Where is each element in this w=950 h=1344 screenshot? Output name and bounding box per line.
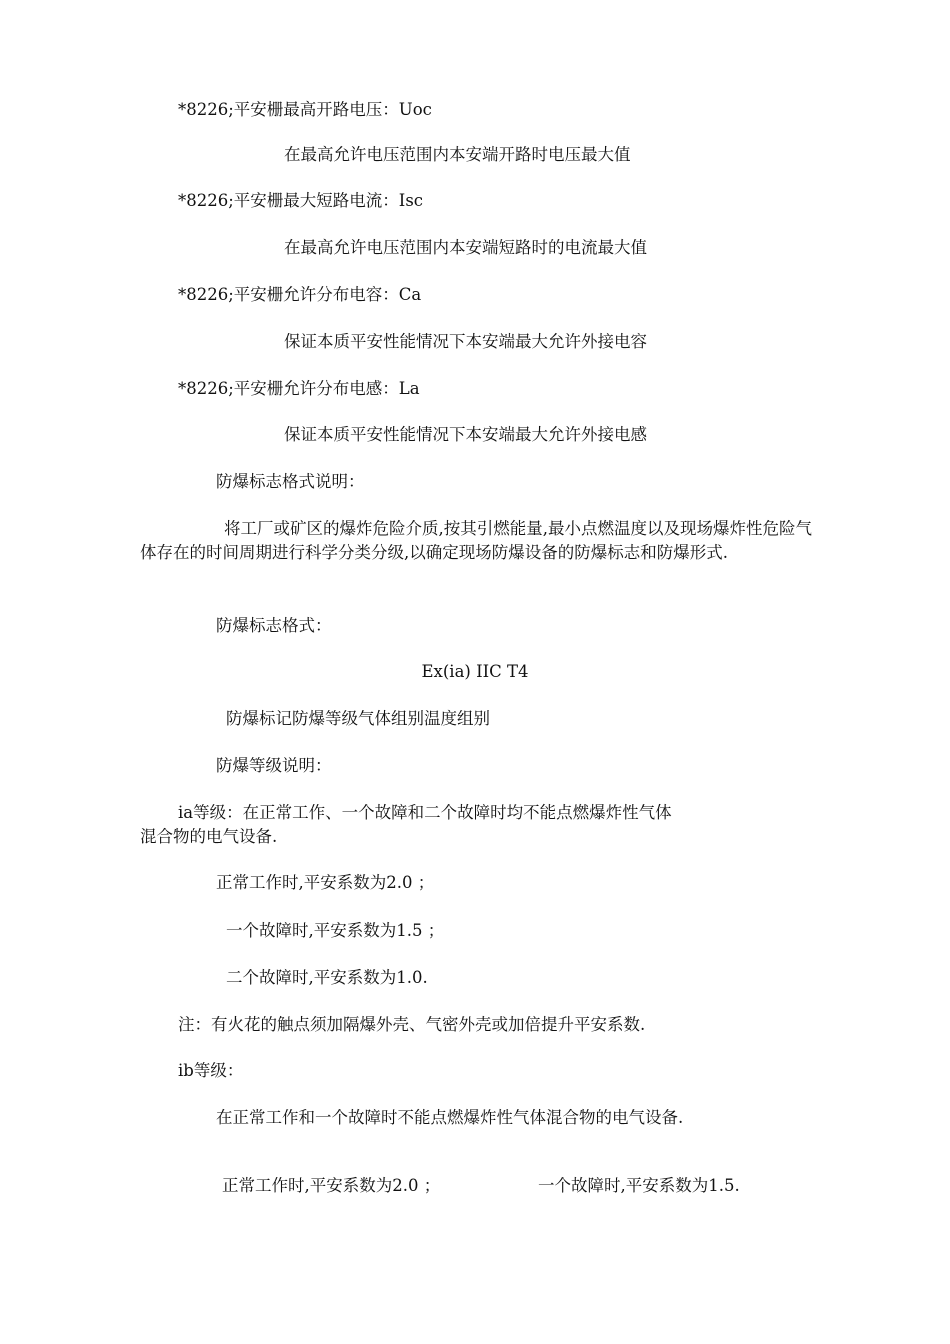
format-legend: 防爆标记防爆等级气体组别温度组别 <box>226 709 490 728</box>
ia-description-line1: ia等级：在正常工作、一个故障和二个故障时均不能点燃爆炸性气体 <box>178 803 672 822</box>
param-description-ca: 保证本质平安性能情况下本安端最大允许外接电容 <box>284 332 647 351</box>
ib-one-fault-factor: 一个故障时,平安系数为1.5. <box>538 1176 740 1195</box>
ib-normal-factor: 正常工作时,平安系数为2.0 ； <box>222 1176 441 1195</box>
marking-paragraph: 将工厂或矿区的爆炸危险介质,按其引燃能量,最小点燃温度以及现场爆炸性危险气体存在的时间周期进行科学分类分级,以确定现场防爆设备的防爆标志和防爆形式. <box>140 519 812 562</box>
marking-heading: 防爆标志格式说明： <box>216 472 365 491</box>
ia-two-fault-factor: 二个故障时,平安系数为1.0. <box>226 968 428 987</box>
ia-normal-factor: 正常工作时,平安系数为2.0 ； <box>216 873 435 892</box>
format-heading: 防爆标志格式： <box>216 616 332 635</box>
param-label-ca: *8226;平安栅允许分布电容：Ca <box>178 285 422 304</box>
ib-heading: ib等级： <box>178 1061 244 1080</box>
format-example: Ex(ia) IIC T4 <box>421 662 529 681</box>
param-label-la: *8226;平安栅允许分布电感：La <box>178 379 420 398</box>
param-description-la: 保证本质平安性能情况下本安端最大允许外接电感 <box>284 425 647 444</box>
ia-one-fault-factor: 一个故障时,平安系数为1.5 ； <box>226 921 445 940</box>
ia-description-line2: 混合物的电气设备. <box>140 827 278 846</box>
ib-description: 在正常工作和一个故障时不能点燃爆炸性气体混合物的电气设备. <box>216 1108 684 1127</box>
param-label-uoc: *8226;平安栅最高开路电压：Uoc <box>178 100 432 119</box>
param-description-uoc: 在最高允许电压范围内本安端开路时电压最大值 <box>284 145 631 164</box>
spark-note: 注：有火花的触点须加隔爆外壳、气密外壳或加倍提升平安系数. <box>178 1015 646 1034</box>
param-description-isc: 在最高允许电压范围内本安端短路时的电流最大值 <box>284 238 647 257</box>
param-label-isc: *8226;平安栅最大短路电流：Isc <box>178 191 424 210</box>
grade-heading: 防爆等级说明： <box>216 756 332 775</box>
